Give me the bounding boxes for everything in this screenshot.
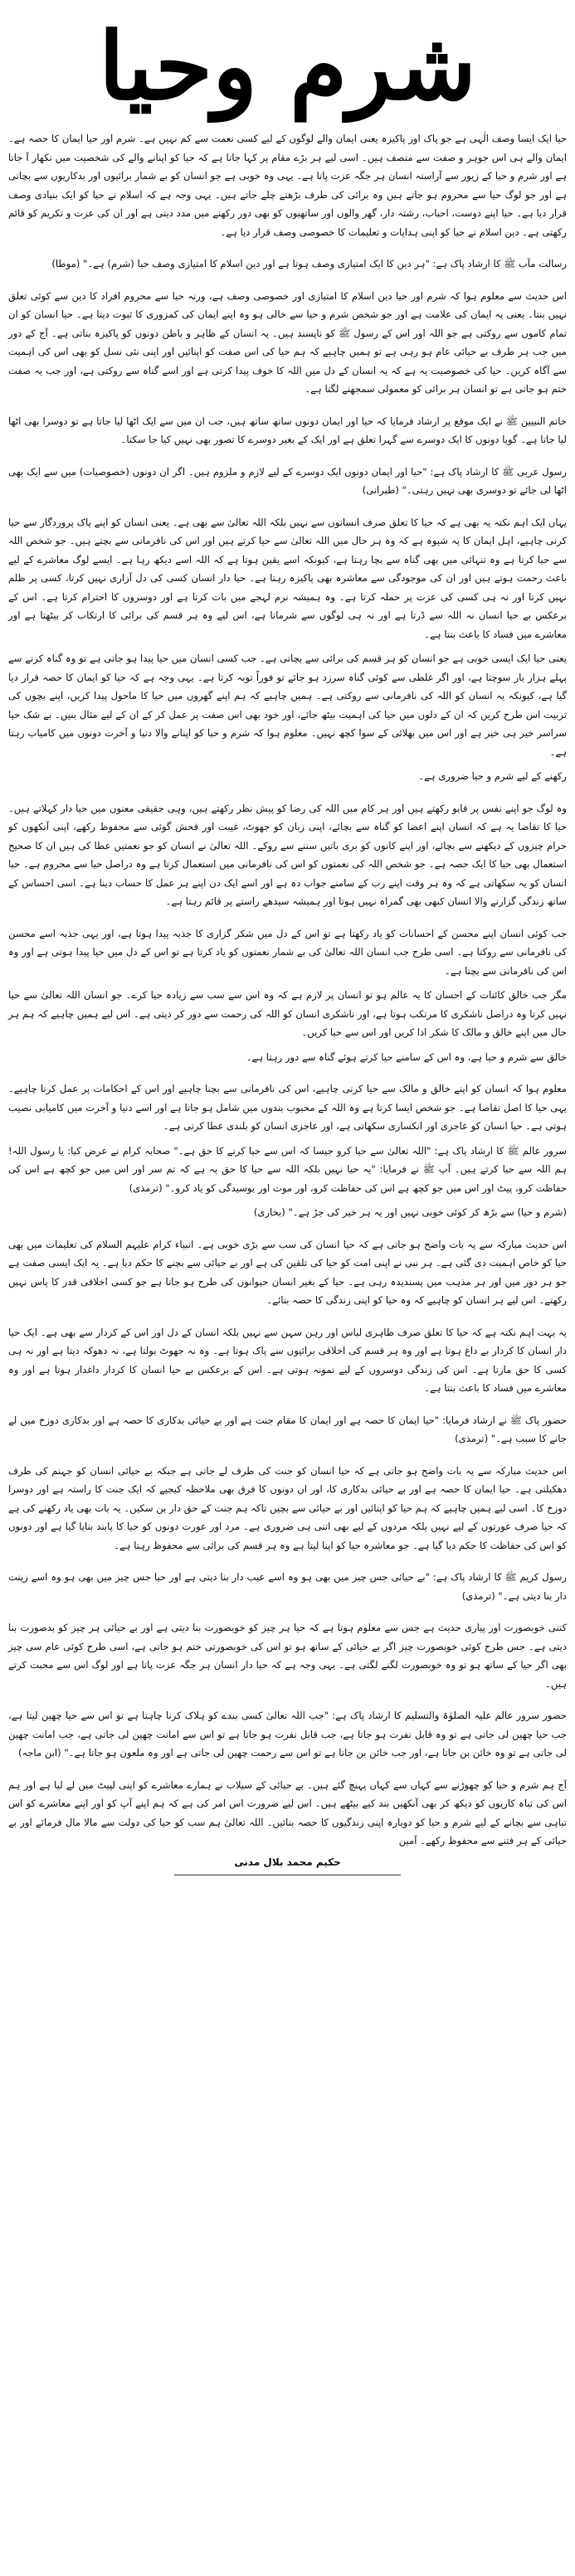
hadith-paragraph: حضور سرور عالم علیہ الصلوٰۃ والتسلیم کا ارشاد پاک ہے: "جب اللہ تعالیٰ کسی بندے کو ہلاک کرنا چاہتا ہے تو اس سے حیا چھین لیتا ہے، جب حیا چھین لی جاتی ہے تو وہ قابل نفرت ہو جاتا ہے، جب قابل نفرت ہو جاتا ہے تو اس سے امانت چھین لی جاتی ہے، جب امانت چھین لی جاتی ہے تو وہ خائن بن جاتا ہے، اور جب خائن بن جاتا ہے تو اس سے رحمت چھین لی جاتی ہے اور وہ ملعون ہو جاتا ہے۔" (ابن ماجہ): [8, 1710, 567, 1759]
hadith-paragraph: رسالت مآب ﷺ کا ارشاد پاک ہے: "ہر دین کا ایک امتیازی وصف ہوتا ہے اور دین اسلام کا امتیازی وصف حیا (شرم) ہے۔" (موطا): [51, 258, 567, 269]
paragraph: خاتم النبیین ﷺ نے ایک موقع پر ارشاد فرمایا کہ حیا اور ایمان دونوں ساتھ ساتھ ہیں، جب ان میں سے ایک اٹھا لیا جاتا ہے تو دوسرا بھی اٹھا لیا جاتا ہے۔ گویا دونوں کا ایک دوسرے سے گہرا تعلق ہے اور ایک کے بغیر دوسرے کا تصور بھی نہیں کیا جا سکتا۔: [8, 415, 567, 445]
article-body: [8, 129, 567, 1851]
paragraph: حیا ایک ایسا وصف الٰہی ہے جو پاک اور پاکیزہ یعنی ایمان والے لوگوں کے لیے کسی نعمت سے کم نہیں ہے۔ شرم اور حیا ایمان کا حصہ ہے۔ ایمان والے ہی اس جوہر و صفت سے متصف ہیں۔ اسی لیے ہر بڑے مقام پر کہا جاتا ہے کہ حیا کو اپنانے والے کی شخصیت میں نکھار آ جاتا ہے اور شرم و حیا کے زیور سے آراستہ انسان ہر جگہ عزت پاتا ہے۔ یہی وہ خوبی ہے جو انسان کو بے شمار برائیوں اور بدکاریوں سے بچاتی ہے اور جو لوگ حیا سے محروم ہو جاتے ہیں وہ برائی کی طرف بڑھتے چلے جاتے ہیں۔ یہی وجہ ہے کہ اسلام نے حیا کو ایک بنیادی وصف قرار دیا ہے۔ حیا اپنے دوست، احباب، رشتہ دار، گھر والوں اور ساتھیوں کو بھی دور رکھنے میں مدد دیتی ہے اور ان کی عزت و تکریم کو قائم رکھتی ہے۔ دین اسلام نے حیا کو اپنی ہدایات و تعلیمات کا خصوصی وصف قرار دیا ہے۔: [8, 133, 567, 238]
paragraph: اس حدیث سے معلوم ہوا کہ شرم اور حیا دین اسلام کا امتیازی اور خصوصی وصف ہے، ورنہ حیا سے محروم افراد کا دین سے کوئی تعلق نہیں بنتا۔ یعنی یہ ایمان کی علامت ہے اور جو شخص شرم و حیا سے خالی ہو وہ اپنے ایمان کی کمزوری کا ثبوت دیتا ہے۔ حیا انسان کو ان تمام کاموں سے روکتی ہے جو اللہ اور اس کے رسول ﷺ کو ناپسند ہیں۔ یہ انسان کے ظاہر و باطن دونوں کو پاکیزہ بناتی ہے۔ آج کے دور میں جب ہر طرف بے حیائی عام ہو رہی ہے تو ہمیں چاہیے کہ ہم حیا کی اس صفت کو اپنائیں اور اپنی نئی نسل کو بھی اس کی اہمیت سے آگاہ کریں۔ حیا کی خصوصیت یہ ہے کہ یہ انسان کے دل میں اللہ کا خوف پیدا کرتی ہے اور اسے گناہ سے روکتی ہے، اور جب یہ صفت ختم ہو جاتی ہے تو انسان ہر برائی کو معمولی سمجھنے لگتا ہے۔: [8, 289, 567, 395]
paragraph: وہ لوگ جو اپنے نفس پر قابو رکھتے ہیں اور ہر کام میں اللہ کی رضا کو پیش نظر رکھتے ہیں، وہی حقیقی معنوں میں حیا دار کہلاتے ہیں۔ حیا کا تقاضا یہ ہے کہ انسان اپنے اعضا کو گناہ سے بچائے، اپنی زبان کو جھوٹ، غیبت اور فحش گوئی سے محفوظ رکھے، اپنی آنکھوں کو حرام چیزوں کے دیکھنے سے بچائے، اور اپنے کانوں کو بری باتیں سننے سے روکے۔ اللہ تعالیٰ نے انسان کو جو نعمتیں عطا کی ہیں ان کا صحیح استعمال بھی حیا کا ایک حصہ ہے۔ جو شخص اللہ کی نعمتوں کو اس کی نافرمانی میں استعمال کرتا ہے وہ دراصل حیا سے محروم ہے۔ حیا انسان کو یہ سکھاتی ہے کہ وہ ہر وقت اپنے رب کے سامنے جواب دہ ہے اور اسے ایک دن اپنے ہر عمل کا حساب دینا ہے۔ اسی احساس کے ساتھ زندگی گزارنے والا انسان کبھی بھی گمراہ نہیں ہوتا اور ہمیشہ سیدھے راستے پر قائم رہتا ہے۔: [8, 802, 567, 907]
paragraph: مگر جب خالق کائنات کے احسان کا یہ عالم ہو تو انسان پر لازم ہے کہ وہ اس سے سب سے زیادہ حیا کرے۔ جو انسان اللہ تعالیٰ سے حیا نہیں کرتا وہ دراصل ناشکری کا مرتکب ہوتا ہے، اور ناشکری انسان کو اللہ کی رحمت سے دور کر دیتی ہے۔ اس لیے ہمیں چاہیے کہ ہم ہر حال میں اپنے خالق و مالک کا شکر ادا کریں اور اس سے حیا کریں۔: [8, 989, 567, 1038]
paragraph: رکھنے کے لیے شرم و حیا ضروری ہے۔: [418, 770, 567, 782]
title-block: [8, 5, 567, 129]
paragraph: یہ بہت اہم نکتہ ہے کہ حیا کا تعلق صرف ظاہری لباس اور رہن سہن سے نہیں بلکہ انسان کے دل اور اس کے کردار سے بھی ہے۔ ایک حیا دار انسان کا کردار بے داغ ہوتا ہے اور وہ ہر قسم کی اخلاقی برائیوں سے پاک ہوتا ہے۔ وہ نہ جھوٹ بولتا ہے، نہ دھوکہ دیتا ہے اور نہ ہی کسی کا حق مارتا ہے۔ اس کی زندگی دوسروں کے لیے نمونہ ہوتی ہے۔ اس کے برعکس بے حیا انسان کا کردار داغدار ہوتا ہے اور وہ معاشرے میں فساد کا باعث بنتا ہے۔: [8, 1326, 567, 1394]
paragraph: جب کوئی انسان اپنے محسن کے احسانات کو یاد رکھتا ہے تو اس کے دل میں شکر گزاری کا جذبہ پیدا ہوتا ہے، اور یہی جذبہ اسے محسن کی نافرمانی سے روکتا ہے۔ اسی طرح جب انسان اللہ تعالیٰ کی بے شمار نعمتوں کو یاد کرتا ہے تو اس کے دل میں حیا پیدا ہوتی ہے اور وہ اس کی نافرمانی سے بچتا ہے۔: [8, 927, 567, 977]
article-title: شرم وحیا: [98, 12, 477, 121]
hadith-paragraph: رسول عربی ﷺ کا ارشاد پاک ہے: "حیا اور ایمان دونوں ایک دوسرے کے لیے لازم و ملزوم ہیں۔ اگر ان دونوں (خصوصیات) میں سے ایک بھی اٹھا لی جائے تو دوسری بھی نہیں رہتی۔" (طبرانی): [8, 465, 567, 496]
paragraph: معلوم ہوا کہ انسان کو اپنے خالق و مالک سے حیا کرنی چاہیے، اس کی نافرمانی سے بچنا چاہیے اور اس کے احکامات پر عمل کرنا چاہیے۔ یہی حیا کا اصل تقاضا ہے۔ جو شخص ایسا کرتا ہے وہ اللہ کے محبوب بندوں میں شامل ہو جاتا ہے اور اسے دنیا و آخرت میں کامیابی نصیب ہوتی ہے۔ حیا انسان کو عاجزی اور انکساری سکھاتی ہے، اور عاجزی انسان کو بلندی عطا کرتی ہے۔: [8, 1083, 567, 1132]
hadith-paragraph: سرور عالم ﷺ کا ارشاد پاک ہے: "اللہ تعالیٰ سے حیا کرو جیسا کہ اس سے حیا کرنے کا حق ہے۔" صحابہ کرام نے عرض کیا: یا رسول اللہ! ہم اللہ سے حیا کرتے ہیں۔ آپ ﷺ نے فرمایا: "یہ حیا نہیں بلکہ اللہ سے حیا کا حق یہ ہے کہ تم سر اور اس میں جو کچھ ہے اس کی حفاظت کرو، پیٹ اور اس میں جو کچھ ہے اس کی حفاظت کرو، اور موت اور بوسیدگی کو یاد کرو۔" (ترمذی): [8, 1144, 567, 1194]
paragraph: کتنی خوبصورت اور پیاری حدیث ہے جس سے معلوم ہوتا ہے کہ حیا ہر چیز کو خوبصورت بنا دیتی ہے اور بے حیائی ہر چیز کو بدصورت بنا دیتی ہے۔ جس طرح کوئی خوبصورت چیز اگر بے حیائی کے ساتھ ہو تو اس کی خوبصورتی ختم ہو جاتی ہے، اسی طرح کوئی عام سی چیز بھی اگر حیا کے ساتھ ہو تو وہ خوبصورت لگنے لگتی ہے۔ یہی وجہ ہے کہ حیا دار انسان ہر جگہ عزت پاتا ہے اور لوگ اس سے محبت کرتے ہیں۔: [8, 1622, 567, 1690]
hadith-paragraph: (شرم و حیا) سے بڑھ کر کوئی خوبی نہیں اور یہ ہر خیر کی جڑ ہے۔" (بخاری): [253, 1206, 567, 1218]
paragraph: اس حدیث مبارکہ سے یہ بات واضح ہو جاتی ہے کہ حیا انسان کی سب سے بڑی خوبی ہے۔ انبیاء کرام علیہم السلام کی تعلیمات میں بھی حیا کو خاص اہمیت دی گئی ہے۔ ہر نبی نے اپنی امت کو حیا کی تلقین کی ہے اور بے حیائی سے بچنے کا حکم دیا ہے۔ یہ ایک ایسی صفت ہے جو ہر دور میں اور ہر مذہب میں پسندیدہ رہی ہے۔ حیا کے بغیر انسان حیوانوں کی طرح ہو جاتا ہے جو کسی اخلاقی قدر کا پاس نہیں رکھتے۔ اس لیے ہر انسان کو چاہیے کہ وہ حیا کو اپنی زندگی کا حصہ بنائے۔: [8, 1238, 567, 1306]
paragraph: یعنی حیا ایک ایسی خوبی ہے جو انسان کو ہر قسم کی برائی سے بچاتی ہے۔ جب کسی انسان میں حیا پیدا ہو جاتی ہے تو وہ گناہ کرنے سے پہلے ہزار بار سوچتا ہے، اور اگر غلطی سے کوئی گناہ سرزد ہو جائے تو فوراً توبہ کرتا ہے۔ یہی وجہ ہے کہ حیا کو ایمان کا حصہ قرار دیا گیا ہے، کیونکہ یہ انسان کو اللہ کی نافرمانی سے روکتی ہے۔ ہمیں چاہیے کہ ہم اپنے گھروں میں حیا کا ماحول پیدا کریں، اپنے بچوں کی تربیت اس طرح کریں کہ ان کے دلوں میں حیا کی اہمیت بیٹھ جائے، اور خود بھی اس صفت پر عمل کر کے ان کے لیے مثال بنیں۔ بے شک حیا سراسر خیر ہی خیر ہے اور اس میں بھلائی کے سوا کچھ نہیں۔ معلوم ہوا کہ شرم و حیا کو اپنانے والا دنیا و آخرت دونوں میں کامیاب رہتا ہے۔: [8, 652, 567, 758]
paragraph: اس حدیث مبارکہ سے یہ بات واضح ہو جاتی ہے کہ حیا انسان کو جنت کی طرف لے جاتی ہے جبکہ بے حیائی انسان کو جہنم کی طرف دھکیلتی ہے۔ حیا ایمان کا حصہ ہے اور بے حیائی بدکاری کا، اور ان دونوں کا فرق بھی ملاحظہ کیجیے کہ ایک جنت کا راستہ ہے اور دوسرا دوزخ کا۔ اسی لیے ہمیں چاہیے کہ ہم حیا کو اپنائیں اور بے حیائی سے بچیں تاکہ ہم جنت کے حق دار بن سکیں۔ یہ بات بھی یاد رکھنے کی ہے کہ حیا صرف عورتوں کے لیے نہیں بلکہ مردوں کے لیے بھی اتنی ہی ضروری ہے۔ مرد اور عورت دونوں کو حیا کا پابند بنایا گیا ہے اور دونوں کو اس کی حفاظت کا حکم دیا گیا ہے۔ جو معاشرہ حیا کو اپنا لیتا ہے وہ ہر قسم کی برائی سے محفوظ رہتا ہے۔: [8, 1464, 567, 1551]
paragraph: یہاں ایک اہم نکتہ یہ بھی ہے کہ حیا کا تعلق صرف انسانوں سے نہیں بلکہ اللہ تعالیٰ سے بھی ہے۔ یعنی انسان کو اپنے پاک پروردگار سے حیا کرنی چاہیے، اہل ایمان کا یہ شیوہ ہے کہ وہ ہر حال میں اللہ تعالیٰ سے حیا کرتے ہیں اور اس کی نافرمانی سے بچتے ہیں۔ جو شخص اللہ سے حیا کرتا ہے وہ تنہائی میں بھی گناہ سے بچا رہتا ہے، کیونکہ اسے یقین ہوتا ہے کہ اللہ اسے دیکھ رہا ہے۔ ایسے لوگ معاشرے کے لیے باعث رحمت ہوتے ہیں اور ان کی موجودگی سے معاشرہ بھی پاکیزہ رہتا ہے۔ حیا دار انسان کسی کی دل آزاری نہیں کرتا، کسی پر ظلم نہیں کرتا اور نہ ہی کسی کی عزت پر حملہ کرتا ہے۔ وہ ہمیشہ نرم لہجے میں بات کرتا ہے اور دوسروں کا احترام کرتا ہے۔ اس کے برعکس بے حیا انسان نہ اللہ سے ڈرتا ہے اور نہ ہی لوگوں سے شرماتا ہے، اس لیے وہ ہر قسم کی برائی کا ارتکاب کر بیٹھتا ہے اور معاشرے میں فساد کا باعث بنتا ہے۔: [8, 516, 567, 640]
author-name: حکیم محمد بلال مدنی: [234, 1856, 341, 1868]
paragraph: آج ہم شرم و حیا کو چھوڑنے سے کہاں سے کہاں پہنچ گئے ہیں۔ بے حیائی کے سیلاب نے ہمارے معاشرے کو اپنی لپیٹ میں لے لیا ہے اور ہم اس کی تباہ کاریوں کو دیکھ کر بھی آنکھیں بند کیے بیٹھے ہیں۔ اس لیے ضرورت اس امر کی ہے کہ ہم اپنے آپ کو اور اپنے معاشرے کو اس تباہی سے بچانے کے لیے شرم و حیا کو دوبارہ اپنی زندگیوں کا حصہ بنائیں۔ اللہ تعالیٰ ہم سب کو حیا کی دولت سے مالا مال فرمائے اور بے حیائی کے ہر فتنے سے محفوظ رکھے۔ آمین: [8, 1778, 567, 1846]
hadith-paragraph: حضور پاک ﷺ نے ارشاد فرمایا: "حیا ایمان کا حصہ ہے اور ایمان کا مقام جنت ہے اور بے حیائی بدکاری کا حصہ ہے اور بدکاری دوزخ میں لے جانے کا سبب ہے۔" (ترمذی): [8, 1414, 567, 1444]
hadith-paragraph: رسول کریم ﷺ کا ارشاد پاک ہے: "بے حیائی جس چیز میں بھی ہو وہ اسے عیب دار بنا دیتی ہے اور حیا جس چیز میں بھی ہو وہ اسے زینت دار بنا دیتی ہے۔" (ترمذی): [8, 1571, 567, 1602]
paragraph: خالق سے شرم و حیا ہے، وہ اس کے سامنے حیا کرتے ہوئے گناہ سے دور رہتا ہے۔: [246, 1050, 567, 1063]
